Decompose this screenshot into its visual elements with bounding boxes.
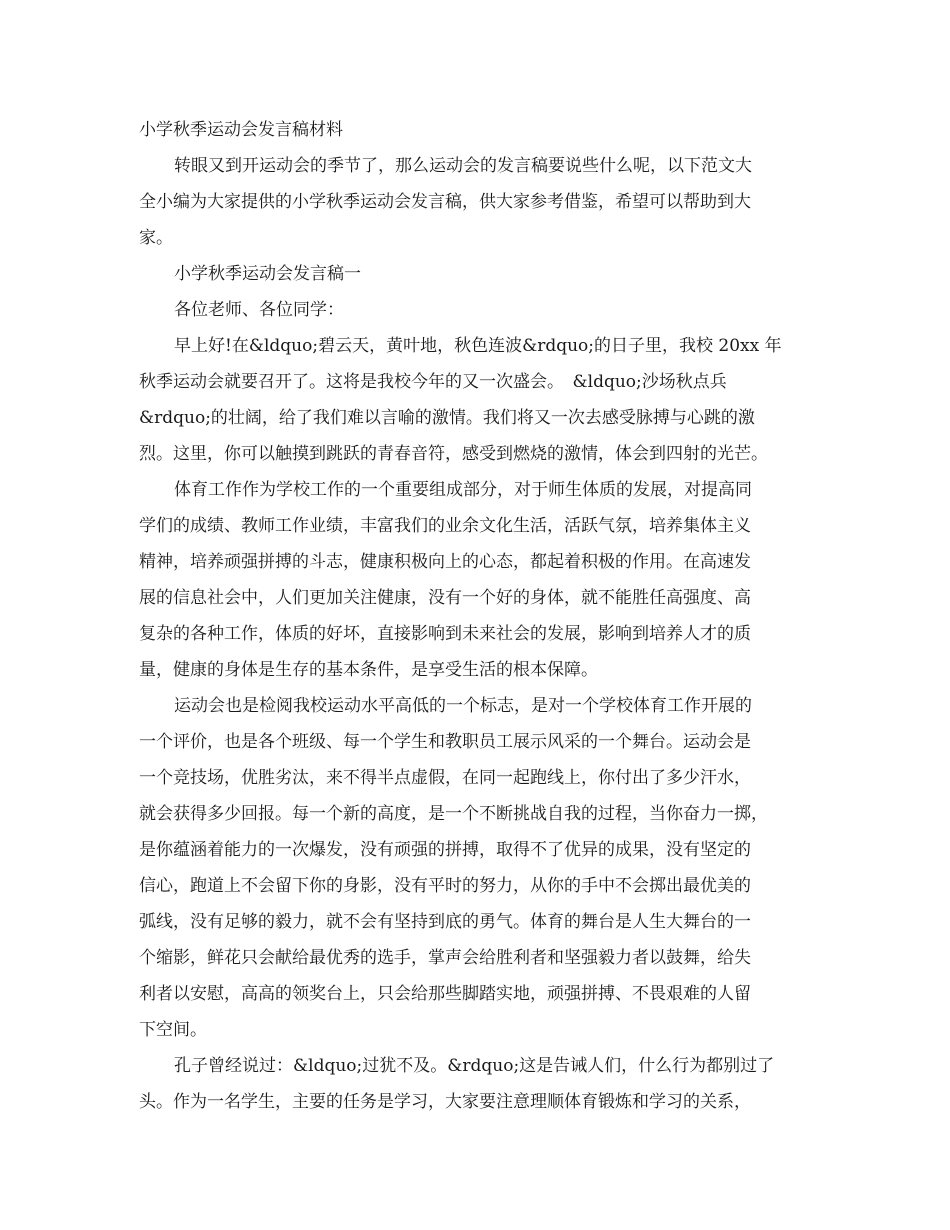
text-line: 弧线，没有足够的毅力，就不会有坚持到底的勇气。体育的舞台是人生大舞台的一 <box>139 912 751 932</box>
text-line: 体育工作作为学校工作的一个重要组成部分，对于师生体质的发展，对提高同 <box>174 480 752 500</box>
text-line: 孔子曾经说过：&ldquo;过犹不及。&rdquo;这是告诫人们，什么行为都别过了 <box>174 1056 775 1076</box>
text-line: 一个竞技场，优胜劣汰，来不得半点虚假，在同一起跑线上，你付出了多少汗水， <box>139 768 751 788</box>
document-title: 小学秋季运动会发言稿材料 <box>139 120 343 140</box>
text-line: 信心，跑道上不会留下你的身影，没有平时的努力，从你的手中不会掷出最优美的 <box>139 876 751 896</box>
text-line: 家。 <box>139 228 173 248</box>
text-line: 就会获得多少回报。每一个新的高度，是一个不断挑战自我的过程，当你奋力一掷， <box>139 804 768 824</box>
text-line: 复杂的各种工作，体质的好坏，直接影响到未来社会的发展，影响到培养人才的质 <box>139 624 751 644</box>
text-line: 一个评价，也是各个班级、每一个学生和教职员工展示风采的一个舞台。运动会是 <box>139 732 751 752</box>
text-line: 下空间。 <box>139 1020 207 1040</box>
text-line: 头。作为一名学生，主要的任务是学习，大家要注意理顺体育锻炼和学习的关系， <box>139 1092 751 1112</box>
text-line: 量，健康的身体是生存的基本条件，是享受生活的根本保障。 <box>139 660 598 680</box>
salutation: 各位老师、各位同学： <box>174 300 344 320</box>
text-line: &rdquo;的壮阔，给了我们难以言喻的激情。我们将又一次去感受脉搏与心跳的激 <box>139 408 755 428</box>
text-line: 全小编为大家提供的小学秋季运动会发言稿，供大家参考借鉴，希望可以帮助到大 <box>139 192 751 212</box>
text-line: 个缩影，鲜花只会献给最优秀的选手，掌声会给胜利者和坚强毅力者以鼓舞，给失 <box>139 948 751 968</box>
text-line: 学们的成绩、教师工作业绩，丰富我们的业余文化生活，活跃气氛，培养集体主义 <box>139 516 751 536</box>
text-line: 早上好!在&ldquo;碧云天，黄叶地，秋色连波&rdquo;的日子里，我校 20xx 年 <box>174 336 782 356</box>
text-line: 是你蕴涵着能力的一次爆发，没有顽强的拼搏，取得不了优异的成果，没有坚定的 <box>139 840 751 860</box>
section-heading: 小学秋季运动会发言稿一 <box>174 264 361 284</box>
text-line: 精神，培养顽强拼搏的斗志，健康积极向上的心态，都起着积极的作用。在高速发 <box>139 552 751 572</box>
text-line: 利者以安慰，高高的领奖台上，只会给那些脚踏实地，顽强拼搏、不畏艰难的人留 <box>139 984 751 1004</box>
text-line: 秋季运动会就要召开了。这将是我校今年的又一次盛会。 &ldquo;沙场秋点兵 <box>139 372 727 392</box>
text-line: 转眼又到开运动会的季节了，那么运动会的发言稿要说些什么呢，以下范文大 <box>174 156 752 176</box>
text-line: 展的信息社会中，人们更加关注健康，没有一个好的身体，就不能胜任高强度、高 <box>139 588 751 608</box>
text-line: 烈。这里，你可以触摸到跳跃的青春音符，感受到燃烧的激情，体会到四射的光芒。 <box>139 444 768 464</box>
text-line: 运动会也是检阅我校运动水平高低的一个标志，是对一个学校体育工作开展的 <box>174 696 752 716</box>
